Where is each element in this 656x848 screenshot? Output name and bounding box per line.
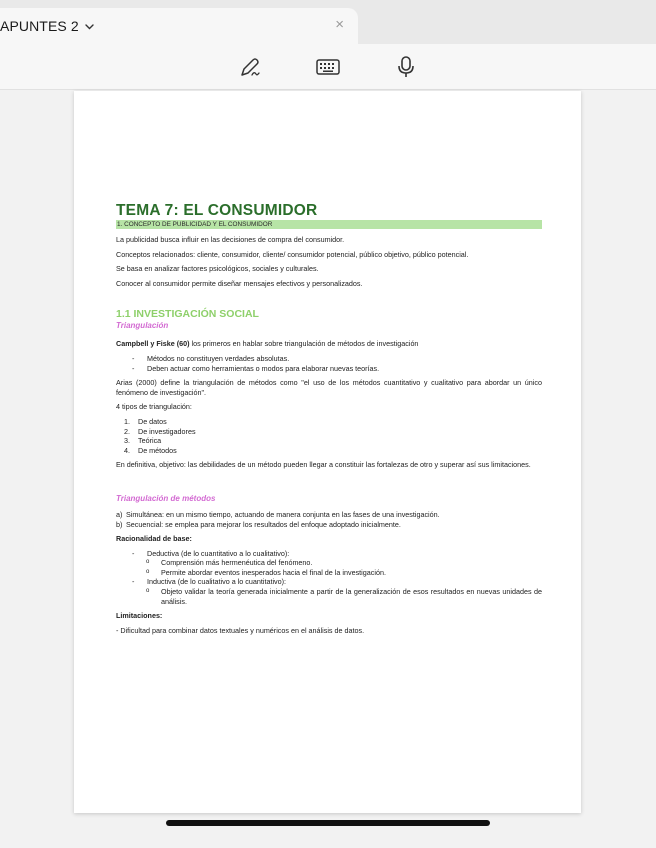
list-item: - Deductiva (de lo cuantitativo a lo cualitativo):	[132, 549, 542, 559]
paragraph: La publicidad busca influir en las decisiones de compra del consumidor.	[116, 235, 345, 244]
paragraph-text: los primeros en hablar sobre triangulación de métodos de investigación	[189, 339, 419, 349]
section-heading-highlighted: 1. CONCEPTO DE PUBLICIDAD Y EL CONSUMIDOR	[116, 220, 542, 229]
document-title: TEMA 7: EL CONSUMIDOR	[116, 202, 318, 219]
list-item	[124, 427, 542, 437]
dictation-button[interactable]	[393, 54, 419, 80]
list-text: Simultánea: en un mismo tiempo, actuando de manera conjunta en las fases de una investigación.	[126, 509, 440, 519]
tab-title[interactable]: APUNTES 2	[0, 18, 79, 34]
chevron-down-icon[interactable]	[85, 21, 94, 33]
list-letter: b)	[116, 519, 123, 529]
microphone-icon	[396, 55, 416, 79]
paragraph	[116, 339, 542, 349]
bullet-list	[132, 577, 542, 587]
toolbar	[0, 44, 656, 90]
close-tab-button[interactable]: ×	[335, 16, 344, 33]
section-heading: 1.1 INVESTIGACIÓN SOCIAL	[116, 308, 259, 321]
paragraph: Conceptos relacionados: cliente, consumidor, cliente/ consumidor potencial, público objetivo, público potencial.	[116, 249, 469, 259]
list-item	[124, 417, 542, 427]
paragraph: 4 tipos de triangulación:	[116, 402, 192, 412]
tab-bar	[0, 0, 656, 44]
bullet-list	[132, 354, 542, 373]
paragraph: En definitiva, objetivo: las debilidades de un método pueden llegar a constituir las fortalezas de otro y superar así sus limitaciones.	[116, 460, 531, 470]
pen-icon	[238, 55, 262, 79]
list-number: 2.	[124, 426, 130, 436]
numbered-list	[124, 417, 542, 455]
home-indicator[interactable]	[166, 820, 490, 826]
lettered-list	[116, 510, 542, 529]
bold-text: Campbell y Fiske (60)	[116, 339, 190, 349]
list-text: De datos	[138, 416, 167, 426]
bullet-list	[132, 549, 542, 559]
list-item	[124, 436, 542, 446]
list-text: Secuencial: se emplea para mejorar los resultados del enfoque adoptado inicialmente.	[126, 519, 401, 529]
sub-list	[146, 587, 542, 606]
list-item	[116, 520, 542, 530]
paragraph: Se basa en analizar factores psicológicos, sociales y culturales.	[116, 264, 319, 274]
list-letter: a)	[116, 509, 123, 519]
paragraph: - Dificultad para combinar datos textuales y numéricos en el análisis de datos.	[116, 625, 365, 635]
list-text: Teórica	[138, 436, 162, 446]
document-page[interactable]	[74, 91, 581, 813]
paragraph: Arias (2000) define la triangulación de métodos como "el uso de los métodos cuantitativo y cualitativo para abordar un único fenómeno de investigación".	[116, 378, 542, 397]
list-text: De investigadores	[138, 426, 196, 436]
list-item: - Deben actuar como herramientas o modos para elaborar nuevas teorías.	[132, 364, 542, 374]
list-number: 1.	[124, 416, 130, 426]
list-number: 4.	[124, 445, 130, 455]
bold-label: Racionalidad de base:	[116, 534, 192, 544]
keyboard-button[interactable]	[315, 54, 341, 80]
list-number: 3.	[124, 436, 130, 446]
list-item: - Métodos no constituyen verdades absolutas.	[132, 354, 542, 364]
list-text: De métodos	[138, 445, 177, 455]
list-item: o Comprensión más hermenéutica del fenómeno.	[146, 558, 542, 568]
sub-list	[146, 558, 542, 577]
pen-tool-button[interactable]	[237, 54, 263, 80]
list-item	[116, 510, 542, 520]
document-content	[116, 202, 542, 640]
subheading: Triangulación	[116, 321, 169, 331]
list-item	[124, 446, 542, 456]
keyboard-icon	[316, 58, 340, 76]
bold-label: Limitaciones:	[116, 611, 163, 621]
list-item: - Inductiva (de lo cualitativo a lo cuantitativo):	[132, 577, 542, 587]
list-item: o Permite abordar eventos inesperados hacia el final de la investigación.	[146, 568, 542, 578]
list-item: o Objeto validar la teoría generada inicialmente a partir de la generalización de esos resultados en nuevas unidades de análisis.	[146, 587, 542, 606]
subheading: Triangulación de métodos	[116, 493, 216, 503]
document-tab[interactable]	[0, 8, 358, 44]
paragraph: Conocer al consumidor permite diseñar mensajes efectivos y personalizados.	[116, 278, 363, 288]
